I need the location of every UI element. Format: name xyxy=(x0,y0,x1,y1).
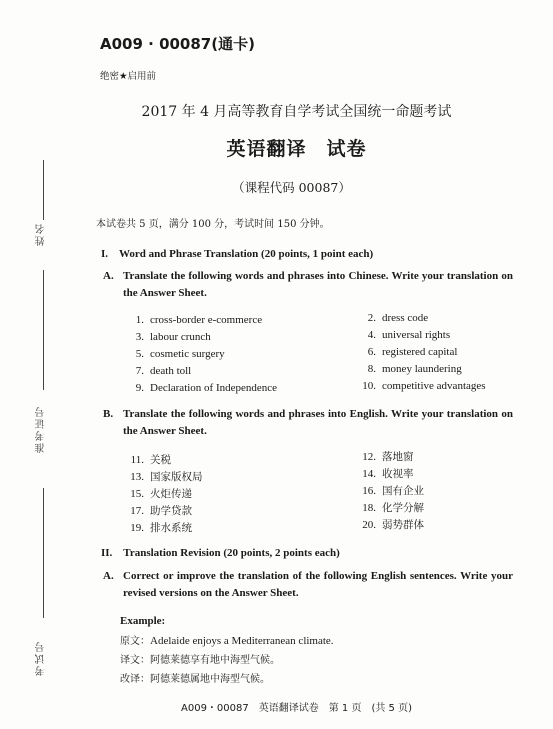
list-item: 9. Declaration of Independence xyxy=(135,382,278,394)
margin-seat-field xyxy=(30,640,54,680)
margin-name-label: 姓名 xyxy=(36,222,47,246)
part-a-instruction: Translate the following words and phrases into Chinese. Write your translation on the Answer Sheet. xyxy=(123,270,513,299)
list-item: 20. 弱势群体 xyxy=(362,519,424,531)
page-footer: A009・00087 英语翻译试卷 第 1 页 (共 5 页) xyxy=(181,703,412,714)
example-translation: 译文：阿德莱德享有地中海型气候。 xyxy=(120,655,280,666)
paper-code-title: A009 · 00087(通卡) xyxy=(100,35,255,53)
list-item: 10. competitive advantages xyxy=(362,380,486,392)
margin-admission-label: 准考证号 xyxy=(36,405,47,453)
part-b-letter: B. xyxy=(103,408,114,420)
section-2-part-a-instruction: Correct or improve the translation of the following English sentences. Write your revised versions on the Answer Sheet. xyxy=(123,570,513,599)
section-1-heading: I. Word and Phrase Translation (20 points, 1 point each) xyxy=(101,248,374,260)
part-b-instruction: Translate the following words and phrases into English. Write your translation on the Answer Sheet. xyxy=(123,408,513,437)
part-a-letter: A. xyxy=(103,270,114,282)
list-item: 3. labour crunch xyxy=(135,331,211,343)
margin-line-2 xyxy=(43,270,44,390)
list-item: 8. money laundering xyxy=(367,363,462,375)
section-2-heading: II. Translation Revision (20 points, 2 points each) xyxy=(101,547,340,559)
list-item: 6. registered capital xyxy=(367,346,458,358)
section-2-part-a-letter: A. xyxy=(103,570,114,582)
course-code: （课程代码 00087） xyxy=(232,180,351,195)
margin-name-field xyxy=(30,222,54,250)
list-item: 17. 助学贷款 xyxy=(130,505,192,517)
list-item: 2. dress code xyxy=(367,312,429,324)
paper-instructions: 本试卷共 5 页，满分 100 分，考试时间 150 分钟。 xyxy=(96,219,330,230)
list-item: 7. death toll xyxy=(135,365,192,377)
section-1-part-b xyxy=(103,406,518,440)
section-1-part-a xyxy=(103,268,518,302)
list-item: 19. 排水系统 xyxy=(130,522,192,534)
example-original: 原文：Adelaide enjoys a Mediterranean climate. xyxy=(120,635,334,647)
list-item: 12. 落地窗 xyxy=(362,451,414,463)
paper-title: 英语翻译 试卷 xyxy=(226,138,367,160)
margin-seat-label: 考试号 xyxy=(36,640,47,676)
example-revision: 改译：阿德莱德属地中海型气候。 xyxy=(120,674,270,685)
list-item: 14. 收视率 xyxy=(362,468,414,480)
list-item: 1. cross-border e-commerce xyxy=(135,314,263,326)
section-2-part-a xyxy=(103,568,518,602)
list-item: 4. universal rights xyxy=(367,329,451,341)
margin-admission-field xyxy=(30,405,54,457)
list-item: 11. 关税 xyxy=(130,454,171,466)
example-heading: Example: xyxy=(120,615,166,627)
exam-name: 2017 年 4 月高等教育自学考试全国统一命题考试 xyxy=(141,104,452,120)
list-item: 16. 国有企业 xyxy=(362,485,424,497)
list-item: 5. cosmetic surgery xyxy=(135,348,225,360)
list-item: 18. 化学分解 xyxy=(362,502,424,514)
margin-line-3 xyxy=(43,488,44,618)
secret-label: 绝密★启用前 xyxy=(100,71,157,82)
list-item: 13. 国家版权局 xyxy=(130,471,203,483)
list-item: 15. 火炬传递 xyxy=(130,488,192,500)
